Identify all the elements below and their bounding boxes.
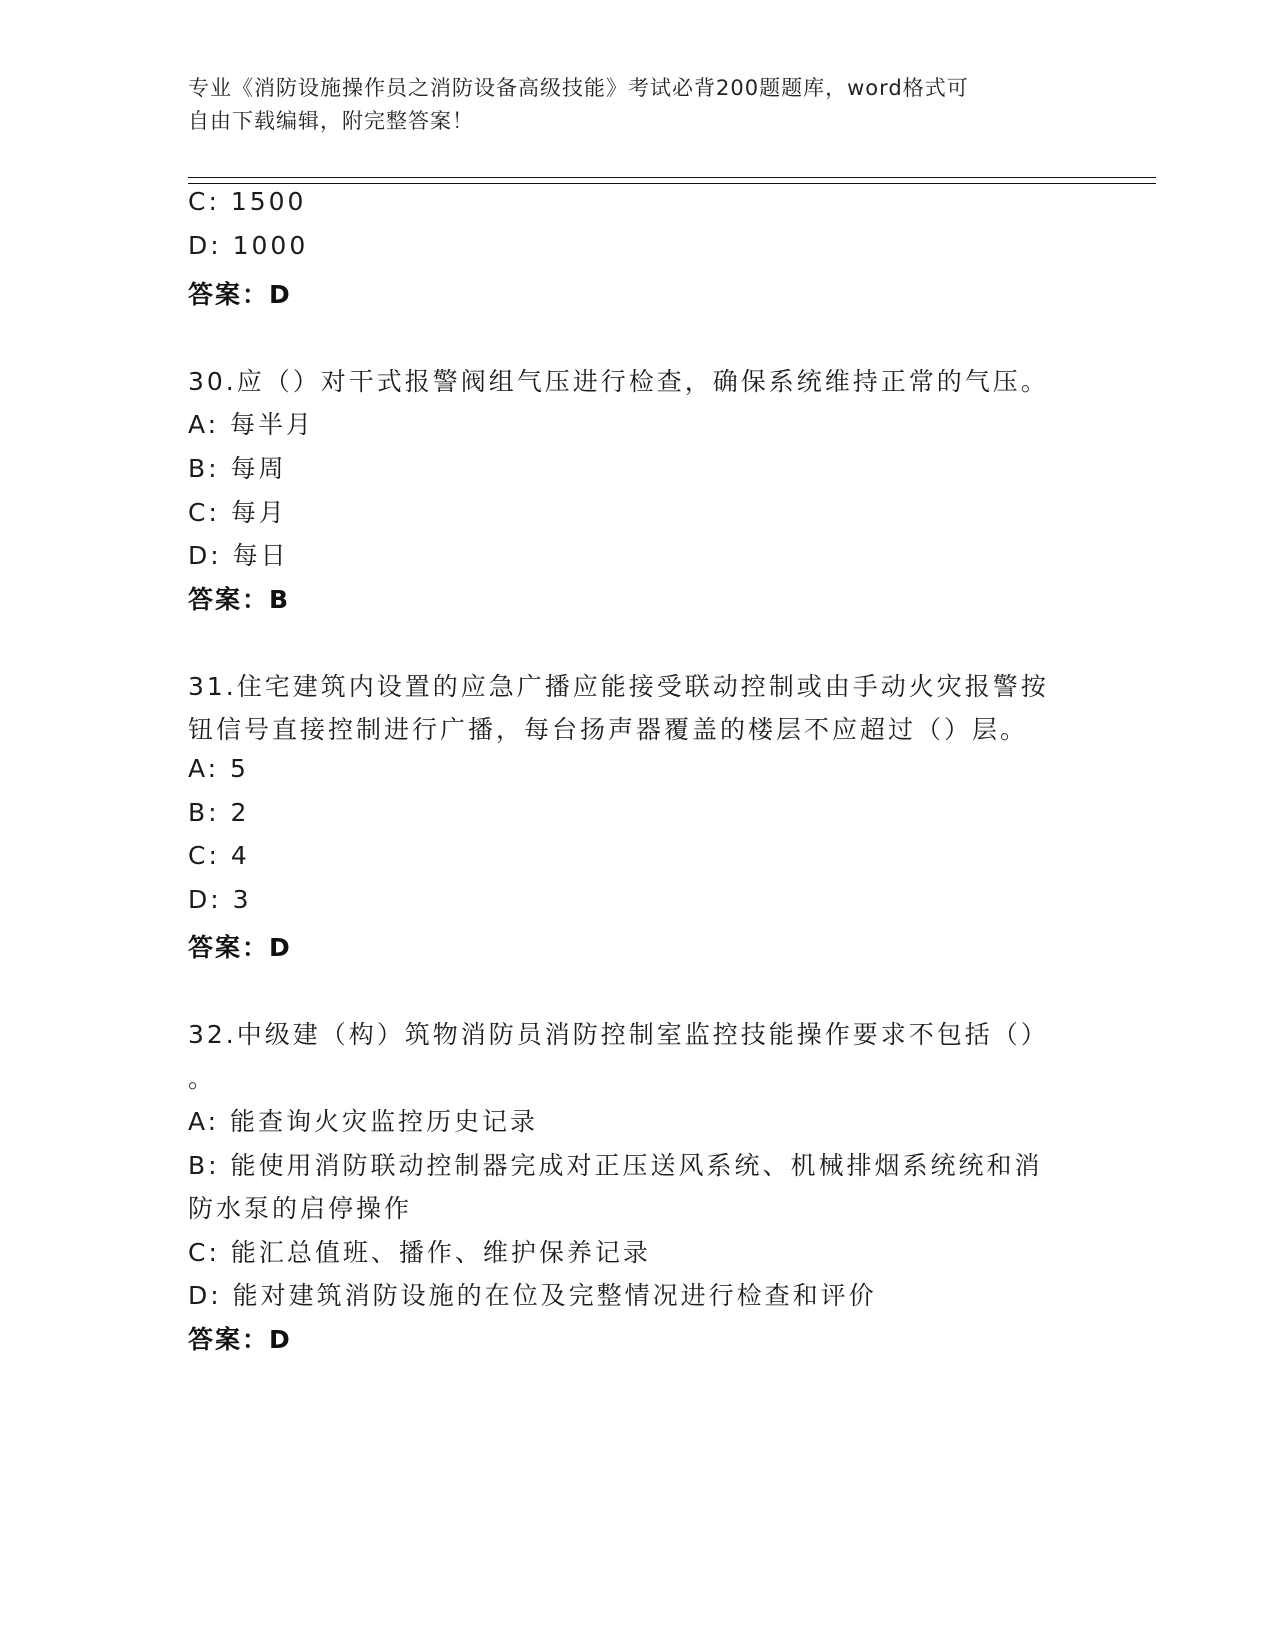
q32-text-line-1: 32.中级建（构）筑物消防员消防控制室监控技能操作要求不包括（） bbox=[188, 1020, 1049, 1049]
q31-option-a: A: 5 bbox=[188, 754, 249, 783]
q32-option-b-line-2: 防水泵的启停操作 bbox=[188, 1194, 413, 1223]
q30-option-c: C: 每月 bbox=[188, 498, 287, 527]
q31-text-line-1: 31.住宅建筑内设置的应急广播应能接受联动控制或由手动火灾报警按 bbox=[188, 672, 1049, 701]
prev-option-c: C: 1500 bbox=[188, 187, 307, 216]
document-header bbox=[188, 72, 1058, 138]
q30-option-b: B: 每周 bbox=[188, 454, 287, 483]
header-line-2: 自由下载编辑，附完整答案！ bbox=[188, 109, 474, 133]
q30-option-a: A: 每半月 bbox=[188, 410, 315, 439]
q31-option-c: C: 4 bbox=[188, 841, 250, 870]
q32-text-line-2: 。 bbox=[188, 1064, 217, 1093]
q32-option-a: A: 能查询火灾监控历史记录 bbox=[188, 1107, 539, 1136]
q31-answer: 答案：D bbox=[188, 933, 292, 962]
q30-text: 30.应（）对干式报警阀组气压进行检查，确保系统维持正常的气压。 bbox=[188, 367, 1049, 396]
prev-answer: 答案：D bbox=[188, 280, 292, 309]
q30-option-d: D: 每日 bbox=[188, 541, 289, 570]
q32-option-c: C: 能汇总值班、播作、维护保养记录 bbox=[188, 1238, 651, 1267]
q31-text-line-2: 钮信号直接控制进行广播，每台扬声器覆盖的楼层不应超过（）层。 bbox=[188, 715, 1029, 744]
header-line-1: 专业《消防设施操作员之消防设备高级技能》考试必背200题题库，word格式可 bbox=[188, 76, 969, 100]
q32-answer: 答案：D bbox=[188, 1325, 292, 1354]
q31-option-b: B: 2 bbox=[188, 798, 250, 827]
q30-answer: 答案：B bbox=[188, 585, 291, 614]
q31-option-d: D: 3 bbox=[188, 885, 252, 914]
prev-option-d: D: 1000 bbox=[188, 231, 309, 260]
q32-option-d: D: 能对建筑消防设施的在位及完整情况进行检查和评价 bbox=[188, 1281, 877, 1310]
header-divider bbox=[188, 177, 1156, 184]
q32-option-b-line-1: B: 能使用消防联动控制器完成对正压送风系统、机械排烟系统统和消 bbox=[188, 1151, 1043, 1180]
